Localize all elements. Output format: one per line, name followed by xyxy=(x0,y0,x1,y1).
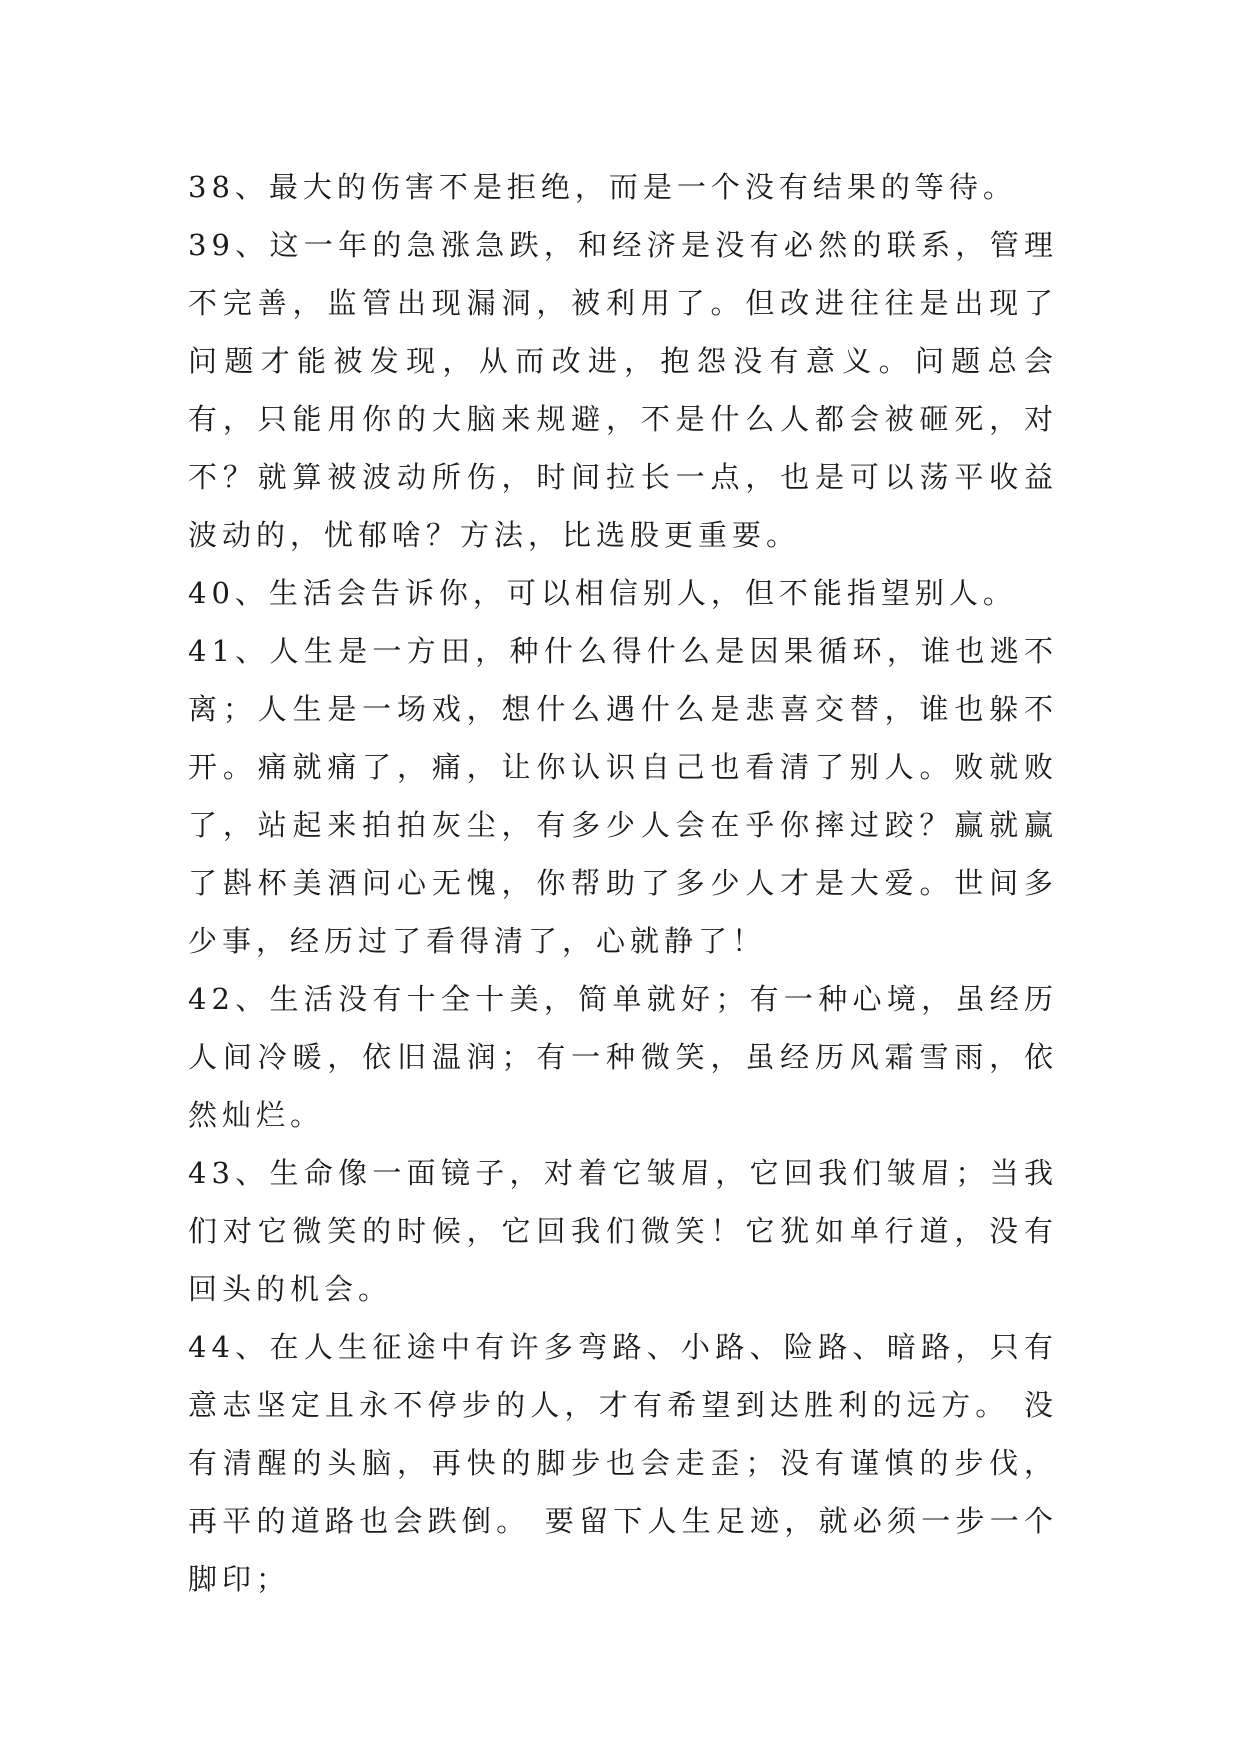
paragraph-44: 44、在人生征途中有许多弯路、小路、险路、暗路，只有意志坚定且永不停步的人，才有希望到达胜利的远方。 没有清醒的头脑，再快的脚步也会走歪；没有谨慎的步伐，再平的道路也会跌倒。 要留下人生足迹，就必须一步一个脚印； xyxy=(188,1330,1058,1596)
paragraph-43: 43、生命像一面镜子，对着它皱眉，它回我们皱眉；当我们对它微笑的时候，它回我们微笑！它犹如单行道，没有回头的机会。 xyxy=(188,1156,1058,1306)
paragraph-38: 38、最大的伤害不是拒绝，而是一个没有结果的等待。 xyxy=(188,170,1017,204)
paragraph-40: 40、生活会告诉你，可以相信别人，但不能指望别人。 xyxy=(188,576,1017,610)
paragraph-41: 41、人生是一方田，种什么得什么是因果循环，谁也逃不离；人生是一场戏，想什么遇什么是悲喜交替，谁也躲不开。痛就痛了，痛，让你认识自己也看清了别人。败就败了，站起来拍拍灰尘，有多少人会在乎你摔过跤？赢就赢了斟杯美酒问心无愧，你帮助了多少人才是大爱。世间多少事，经历过了看得清了，心就静了！ xyxy=(188,634,1058,958)
paragraph-39: 39、这一年的急涨急跌，和经济是没有必然的联系，管理不完善，监管出现漏洞，被利用了。但改进往往是出现了问题才能被发现，从而改进，抱怨没有意义。问题总会有，只能用你的大脑来规避，不是什么人都会被砸死，对不？就算被波动所伤，时间拉长一点，也是可以荡平收益波动的，忧郁啥？方法，比选股更重要。 xyxy=(188,228,1058,552)
paragraph-42: 42、生活没有十全十美，简单就好；有一种心境，虽经历人间冷暖，依旧温润；有一种微笑，虽经历风霜雪雨，依然灿烂。 xyxy=(188,982,1058,1132)
document-body xyxy=(188,158,1058,1608)
